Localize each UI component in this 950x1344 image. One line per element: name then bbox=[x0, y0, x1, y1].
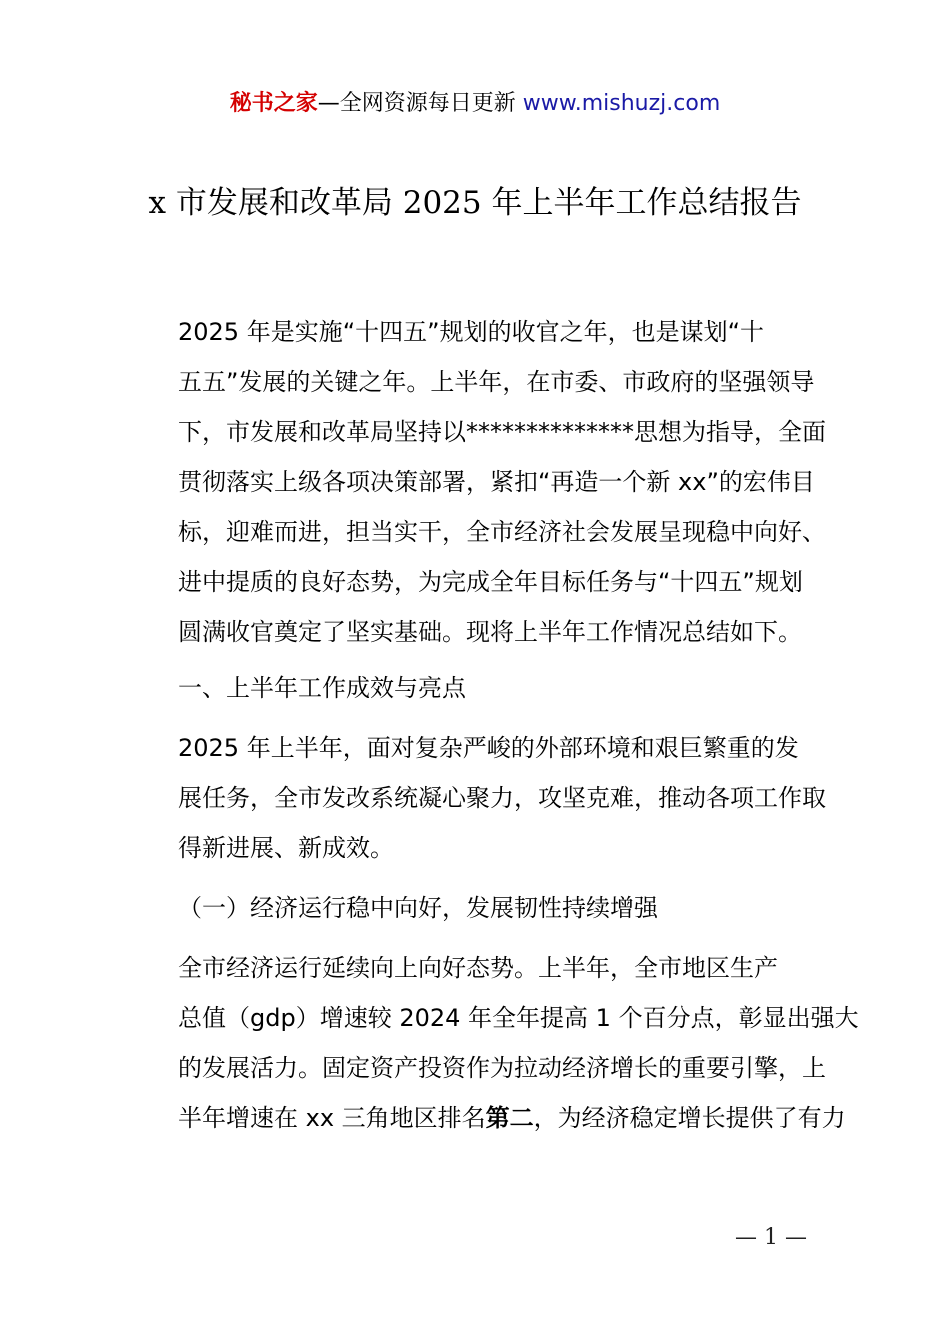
text-segment: 半年增速在 xx 三角地区排名 bbox=[178, 1104, 486, 1132]
text-line: 2025 年上半年，面对复杂严峻的外部环境和艰巨繁重的发 bbox=[178, 734, 799, 762]
text-segment: ，为经济稳定增长提供了有力 bbox=[533, 1104, 846, 1132]
text-line: 全市经济运行延续向上向好态势。上半年，全市地区生产 bbox=[178, 954, 778, 982]
document-body bbox=[128, 307, 859, 1143]
text-line: 标，迎难而进，担当实干，全市经济社会发展呈现稳中向好、 bbox=[178, 518, 826, 546]
text-line: 2025 年是实施“十四五”规划的收官之年，也是谋划“十 bbox=[178, 318, 765, 346]
document-title: x 市发展和改革局 2025 年上半年工作总结报告 bbox=[148, 185, 802, 221]
section-heading bbox=[128, 663, 834, 713]
text-line: 得新进展、新成效。 bbox=[178, 834, 394, 862]
subsection-heading bbox=[128, 883, 834, 933]
section-paragraph bbox=[128, 723, 834, 873]
text-line: 的发展活力。固定资产投资作为拉动经济增长的重要引擎，上 bbox=[178, 1054, 826, 1082]
bold-rank-text: 第二 bbox=[485, 1104, 534, 1132]
text-line: 五五”发展的关键之年。上半年，在市委、市政府的坚强领导 bbox=[178, 368, 815, 396]
subsection-paragraph bbox=[128, 943, 859, 1143]
website-url: www.mishuzj.com bbox=[522, 91, 721, 116]
text-line: 圆满收官奠定了坚实基础。现将上半年工作情况总结如下。 bbox=[178, 618, 802, 646]
brand-name: 秘书之家 bbox=[229, 91, 318, 116]
subsection-heading-text: （一）经济运行稳中向好，发展韧性持续增强 bbox=[178, 894, 658, 922]
text-line: 进中提质的良好态势，为完成全年目标任务与“十四五”规划 bbox=[178, 568, 803, 596]
text-line: 贯彻落实上级各项决策部署，紧扣“再造一个新 xx”的宏伟目 bbox=[178, 468, 815, 496]
text-line bbox=[128, 1093, 846, 1143]
text-line: 展任务，全市发改系统凝心聚力，攻坚克难，推动各项工作取 bbox=[178, 784, 826, 812]
site-header bbox=[0, 88, 950, 120]
text-line: 下，市发展和改革局坚持以**************思想为指导，全面 bbox=[178, 418, 826, 446]
text-line: 总值（gdp）增速较 2024 年全年提高 1 个百分点，彰显出强大 bbox=[178, 1004, 859, 1032]
section-heading-text: 一、上半年工作成效与亮点 bbox=[178, 674, 466, 702]
page-number: — 1 — bbox=[735, 1225, 807, 1250]
header-tagline: —全网资源每日更新 bbox=[317, 91, 516, 116]
intro-paragraph bbox=[128, 307, 834, 657]
